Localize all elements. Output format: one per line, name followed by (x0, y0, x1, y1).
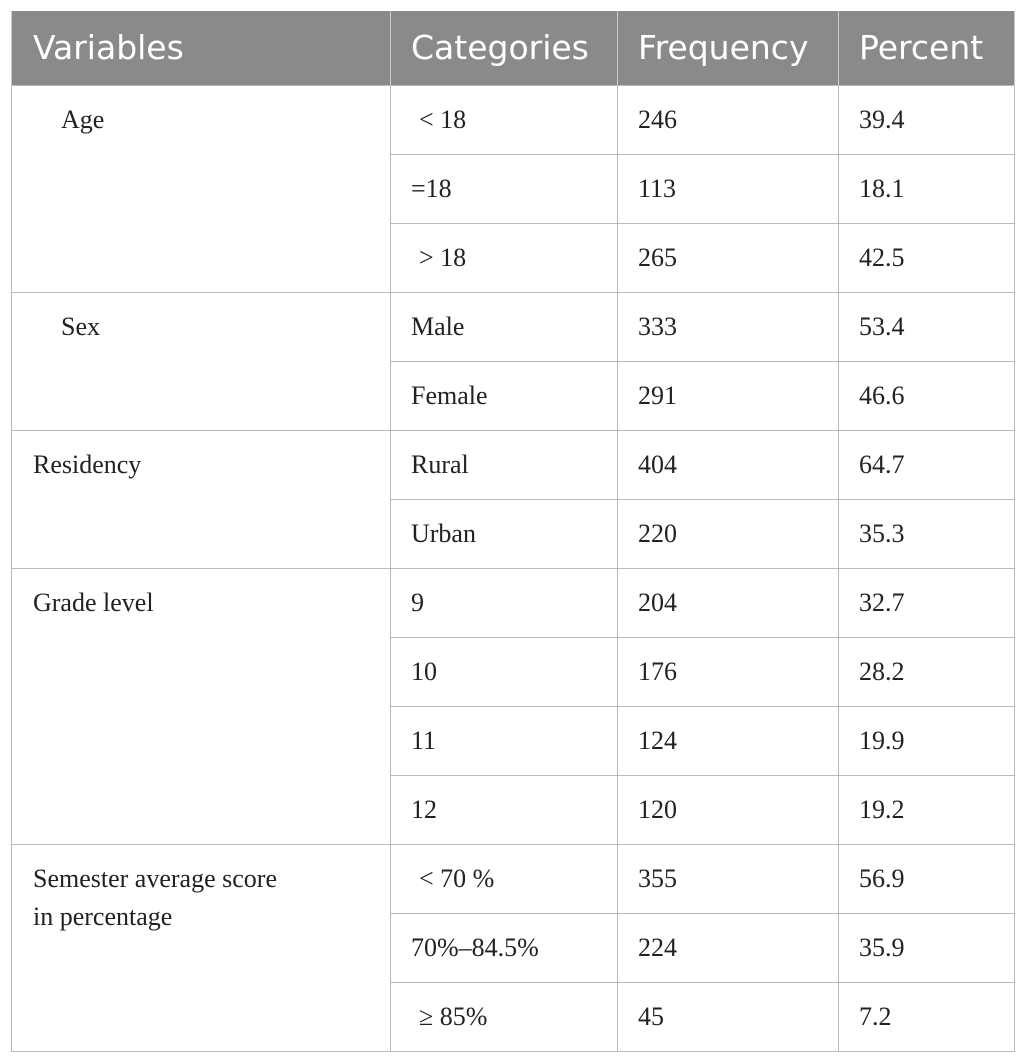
percent-cell: 56.9 (839, 844, 1015, 913)
frequency-cell: 404 (618, 430, 839, 499)
category-cell: Rural (391, 430, 618, 499)
percent-cell: 35.3 (839, 499, 1015, 568)
variable-sex: Sex (12, 292, 391, 430)
percent-cell: 19.2 (839, 775, 1015, 844)
frequency-cell: 220 (618, 499, 839, 568)
category-cell: Male (391, 292, 618, 361)
header-categories: Categories (391, 11, 618, 85)
percent-cell: 42.5 (839, 223, 1015, 292)
header-frequency: Frequency (618, 11, 839, 85)
frequency-cell: 120 (618, 775, 839, 844)
category-cell: ≥ 85% (391, 982, 618, 1051)
table-row (12, 85, 1015, 154)
category-cell: 70%–84.5% (391, 913, 618, 982)
percent-cell: 53.4 (839, 292, 1015, 361)
variable-age: Age (12, 85, 391, 292)
percent-cell: 64.7 (839, 430, 1015, 499)
header-row (12, 11, 1015, 85)
percent-cell: 19.9 (839, 706, 1015, 775)
frequency-cell: 265 (618, 223, 839, 292)
category-cell: < 18 (391, 85, 618, 154)
frequency-cell: 291 (618, 361, 839, 430)
frequency-cell: 204 (618, 568, 839, 637)
category-cell: 10 (391, 637, 618, 706)
frequency-cell: 246 (618, 85, 839, 154)
variable-residency: Residency (12, 430, 391, 568)
percent-cell: 18.1 (839, 154, 1015, 223)
frequency-cell: 124 (618, 706, 839, 775)
header-percent: Percent (839, 11, 1015, 85)
table-row (12, 568, 1015, 637)
variable-semester-average-score (12, 844, 391, 1051)
variable-line: in percentage (33, 901, 173, 931)
table-row (12, 430, 1015, 499)
frequency-cell: 176 (618, 637, 839, 706)
frequency-cell: 333 (618, 292, 839, 361)
category-cell: 9 (391, 568, 618, 637)
frequency-cell: 45 (618, 982, 839, 1051)
header-variables: Variables (12, 11, 391, 85)
percent-cell: 28.2 (839, 637, 1015, 706)
percent-cell: 46.6 (839, 361, 1015, 430)
category-cell: < 70 % (391, 844, 618, 913)
variable-grade-level: Grade level (12, 568, 391, 844)
table-row (12, 292, 1015, 361)
category-cell: Female (391, 361, 618, 430)
frequency-cell: 113 (618, 154, 839, 223)
demographics-table (11, 11, 1015, 1052)
percent-cell: 35.9 (839, 913, 1015, 982)
percent-cell: 32.7 (839, 568, 1015, 637)
table-row (12, 844, 1015, 913)
category-cell: 12 (391, 775, 618, 844)
frequency-cell: 355 (618, 844, 839, 913)
category-cell: > 18 (391, 223, 618, 292)
variable-line: Semester average score (33, 863, 277, 893)
category-cell: 11 (391, 706, 618, 775)
category-cell: Urban (391, 499, 618, 568)
frequency-cell: 224 (618, 913, 839, 982)
category-cell: =18 (391, 154, 618, 223)
percent-cell: 7.2 (839, 982, 1015, 1051)
percent-cell: 39.4 (839, 85, 1015, 154)
